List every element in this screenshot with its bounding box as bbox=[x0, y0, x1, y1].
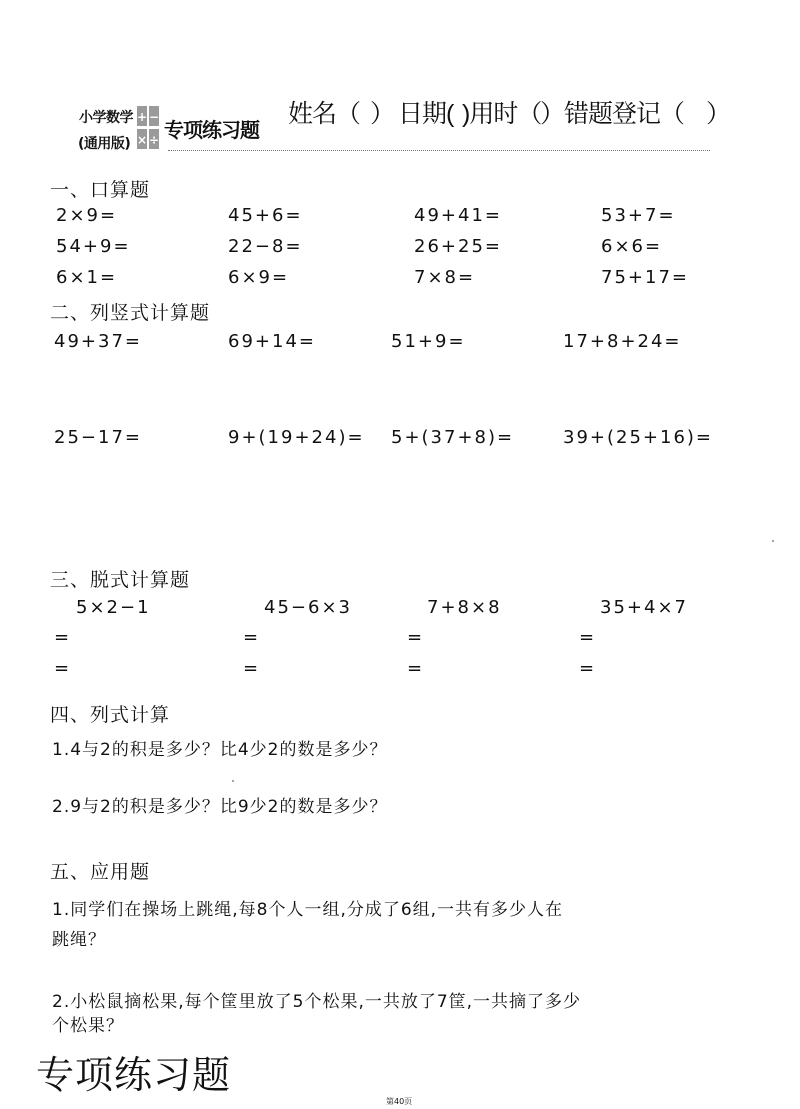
vertical-calc-item: 49+37= bbox=[54, 331, 142, 352]
header-divider bbox=[168, 150, 710, 151]
equals-sign: = bbox=[243, 627, 259, 648]
svg-text:÷: ÷ bbox=[148, 133, 159, 147]
oral-item: 49+41= bbox=[414, 205, 502, 226]
oral-item: 45+6= bbox=[228, 205, 303, 226]
oral-item: 75+17= bbox=[601, 267, 689, 288]
stepwise-item: 45−6×3 bbox=[264, 597, 352, 618]
name-field-label: 姓名（ bbox=[288, 100, 361, 128]
vertical-calc-item: 5+(37+8)= bbox=[391, 427, 515, 448]
brand-line-1: 小学数学 bbox=[79, 110, 133, 126]
name-field-close: ） bbox=[370, 100, 395, 128]
word-problem-line: 2.小松鼠摘松果,每个筐里放了5个松果,一共放了7筐,一共摘了多少 bbox=[52, 992, 582, 1012]
footer-title: 专项练习题 bbox=[36, 1053, 232, 1097]
equals-sign: = bbox=[579, 658, 595, 679]
svg-text:−: − bbox=[148, 110, 159, 124]
stepwise-item: 5×2−1 bbox=[76, 597, 151, 618]
oral-item: 54+9= bbox=[56, 236, 131, 257]
oral-item: 6×6= bbox=[601, 236, 663, 257]
section-5-title: 五、应用题 bbox=[50, 861, 151, 883]
oral-item: 7×8= bbox=[414, 267, 476, 288]
equals-sign: = bbox=[579, 627, 595, 648]
word-problem-line: 1.同学们在操场上跳绳,每8个人一组,分成了6组,一共有多少人在 bbox=[52, 900, 564, 920]
word-problem-line: 跳绳？ bbox=[52, 930, 106, 950]
vertical-calc-item: 51+9= bbox=[391, 331, 466, 352]
expression-question: 2.9与2的积是多少？比9少2的数是多少？ bbox=[52, 797, 388, 817]
svg-text:×: × bbox=[137, 133, 148, 147]
error-log-label: 错题登记（ bbox=[564, 100, 685, 128]
vertical-calc-item: 17+8+24= bbox=[563, 331, 682, 352]
oral-item: 2×9= bbox=[56, 205, 118, 226]
section-4-title: 四、列式计算 bbox=[50, 704, 171, 726]
oral-item: 6×9= bbox=[228, 267, 290, 288]
oral-item: 26+25= bbox=[414, 236, 502, 257]
oral-item: 22−8= bbox=[228, 236, 303, 257]
equals-sign: = bbox=[54, 627, 70, 648]
brand-line-2: (通用版) bbox=[78, 136, 131, 152]
svg-text:+: + bbox=[137, 110, 148, 124]
scan-speck bbox=[772, 540, 774, 542]
expression-question: 1.4与2的积是多少？比4少2的数是多少？ bbox=[52, 740, 388, 760]
stepwise-item: 35+4×7 bbox=[600, 597, 688, 618]
error-log-close: ） bbox=[706, 100, 731, 128]
oral-item: 53+7= bbox=[601, 205, 676, 226]
vertical-calc-item: 25−17= bbox=[54, 427, 142, 448]
math-operators-icon bbox=[137, 106, 159, 149]
equals-sign: = bbox=[243, 658, 259, 679]
page-number: 第40页 bbox=[386, 1097, 413, 1106]
stepwise-item: 7+8×8 bbox=[427, 597, 502, 618]
vertical-calc-item: 39+(25+16)= bbox=[563, 427, 714, 448]
equals-sign: = bbox=[407, 627, 423, 648]
brand-title: 专项练习题 bbox=[164, 118, 259, 142]
equals-sign: = bbox=[407, 658, 423, 679]
oral-item: 6×1= bbox=[56, 267, 118, 288]
section-1-title: 一、口算题 bbox=[50, 179, 151, 201]
section-3-title: 三、脱式计算题 bbox=[50, 569, 191, 591]
equals-sign: = bbox=[54, 658, 70, 679]
time-field-label: )用时（ bbox=[462, 100, 542, 128]
time-field-close: ） bbox=[540, 100, 565, 128]
vertical-calc-item: 9+(19+24)= bbox=[228, 427, 365, 448]
scan-speck bbox=[232, 780, 234, 782]
date-field-label: 日期( bbox=[398, 100, 454, 128]
vertical-calc-item: 69+14= bbox=[228, 331, 316, 352]
word-problem-line: 个松果？ bbox=[52, 1016, 124, 1036]
section-2-title: 二、列竖式计算题 bbox=[50, 302, 211, 324]
